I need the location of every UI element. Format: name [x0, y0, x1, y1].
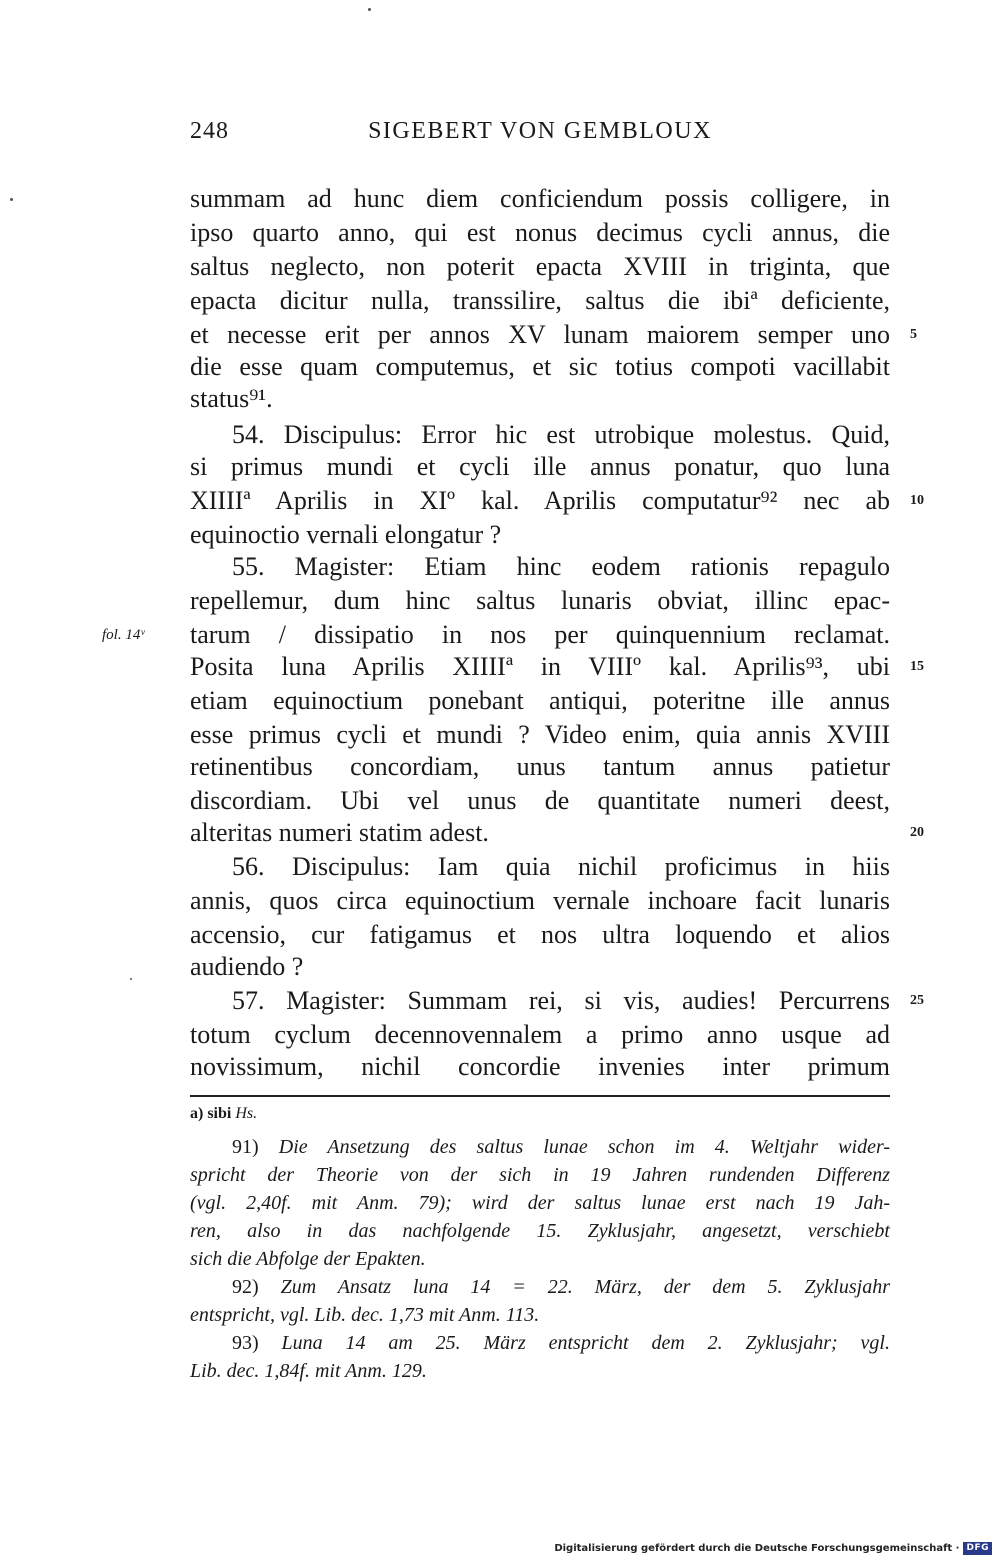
footnote-line: (vgl. 2,40f. mit Anm. 79); wird der saltus lunae erst nach 19 Jah- [190, 1192, 890, 1214]
text-line: novissimum, nichil concordie invenies inter primum [190, 1052, 890, 1081]
text-line: summam ad hunc diem conficiendum possis colligere, in [190, 184, 890, 213]
text-line: status⁹¹. [190, 384, 273, 413]
apparatus-label: a) sibi [190, 1105, 232, 1122]
line-number: 20 [910, 825, 924, 840]
apparatus-note-a [190, 1102, 890, 1126]
paragraph-54-start: 54. Discipulus: Error hic est utrobique molestus. Quid, [232, 420, 890, 449]
text-line: accensio, cur fatigamus et nos ultra loquendo et alios [190, 920, 890, 949]
text-line: XIIIIª Aprilis in XIº kal. Aprilis computatur⁹² nec ab [190, 486, 890, 515]
footnote-number: 93) [232, 1332, 259, 1354]
footnote-line: 93) Luna 14 am 25. März entspricht dem 2. Zyklusjahr; vgl. [232, 1332, 890, 1354]
text-line: audiendo ? [190, 952, 304, 981]
text-line: si primus mundi et cycli ille annus ponatur, quo luna [190, 452, 890, 481]
scan-speck [130, 978, 132, 980]
footnote-divider [190, 1095, 890, 1097]
text-line: etiam equinoctium ponebant antiqui, poteritne ille annus [190, 686, 890, 715]
folio-margin-note: fol. 14ᵛ [102, 627, 145, 643]
running-title: SIGEBERT VON GEMBLOUX [368, 118, 712, 144]
scan-speck [368, 8, 371, 11]
text-line: equinoctio vernali elongatur ? [190, 520, 502, 549]
text-line: tarum / dissipatio in nos per quinquennium reclamat. [190, 620, 890, 649]
paragraph-56-start: 56. Discipulus: Iam quia nichil proficimus in hiis [232, 852, 890, 881]
text-line: epacta dicitur nulla, transsilire, saltus die ibiª deficiente, [190, 286, 890, 315]
footer-text: Digitalisierung gefördert durch die Deutsche Forschungsgemeinschaft · [554, 1543, 960, 1554]
paragraph-55-start: 55. Magister: Etiam hinc eodem rationis repagulo [232, 552, 890, 581]
footnote-line: entspricht, vgl. Lib. dec. 1,73 mit Anm. 113. [190, 1304, 540, 1326]
text-line: totum cyclum decennovennalem a primo anno usque ad [190, 1020, 890, 1049]
line-number: 25 [910, 993, 924, 1008]
text-line: Posita luna Aprilis XIIIIª in VIIIº kal. Aprilis⁹³, ubi [190, 652, 890, 681]
text-line: ipso quarto anno, qui est nonus decimus cycli annus, die [190, 218, 890, 247]
footnote-line: spricht der Theorie von der sich in 19 Jahren rundenden Differenz [190, 1164, 890, 1186]
line-number: 10 [910, 493, 924, 508]
text-line: annis, quos circa equinoctium vernale inchoare facit lunaris [190, 886, 890, 915]
dfg-logo: DFG [963, 1542, 992, 1555]
footnote-line: 91) Die Ansetzung des saltus lunae schon im 4. Weltjahr wider- [232, 1136, 891, 1158]
text-line: saltus neglecto, non poterit epacta XVIII in triginta, que [190, 252, 890, 281]
footnote-number: 92) [232, 1276, 259, 1298]
text-line: die esse quam computemus, et sic totius compoti vacillabit [190, 352, 890, 381]
line-number: 5 [910, 327, 917, 342]
footnote-line: Lib. dec. 1,84f. mit Anm. 129. [190, 1360, 427, 1382]
footnote-line: ren, also in das nachfolgende 15. Zyklusjahr, angesetzt, verschiebt [190, 1220, 890, 1242]
text-line: et necesse erit per annos XV lunam maiorem semper uno [190, 320, 890, 349]
text-line: discordiam. Ubi vel unus de quantitate numeri deest, [190, 786, 890, 815]
text-line: alteritas numeri statim adest. [190, 818, 489, 847]
apparatus-text: Hs. [235, 1105, 258, 1122]
text-line: retinentibus concordiam, unus tantum annus patietur [190, 752, 890, 781]
line-number: 15 [910, 659, 924, 674]
digitization-footer [554, 1540, 992, 1558]
running-header [190, 118, 890, 154]
text-line: repellemur, dum hinc saltus lunaris obviat, illinc epac- [190, 586, 890, 615]
footnote-line: sich die Abfolge der Epakten. [190, 1248, 426, 1270]
footnote-number: 91) [232, 1136, 259, 1158]
page-number: 248 [190, 118, 229, 144]
scan-speck [10, 198, 13, 201]
text-line: esse primus cycli et mundi ? Video enim, quia annis XVIII [190, 720, 890, 749]
paragraph-57-start: 57. Magister: Summam rei, si vis, audies! Percurrens [232, 986, 890, 1015]
footnote-line: 92) Zum Ansatz luna 14 = 22. März, der dem 5. Zyklusjahr [232, 1276, 890, 1298]
